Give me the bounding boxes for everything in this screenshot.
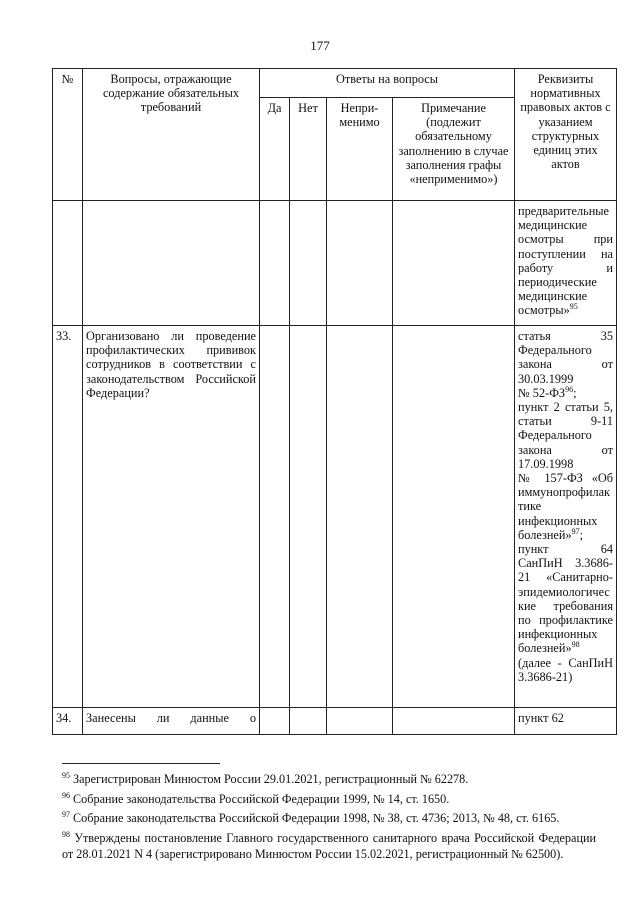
answer-yes-cell[interactable] (260, 201, 290, 326)
requirements-table (52, 68, 617, 735)
answer-note-cell[interactable] (393, 326, 515, 708)
table-row (53, 326, 617, 708)
header-requisites: Реквизиты нормативных правовых актов с указанием структурных единиц этих актов (515, 69, 617, 201)
footnote-95: $^{95}$ Зарегистрирован Минюстом России 29.01.2021, регистрационный № 62278. (62, 771, 469, 787)
answer-note-cell[interactable] (393, 708, 515, 735)
header-note: Примечание (подлежит обязательному заполнению в случае заполнения графы «неприменимо») (393, 98, 515, 201)
answer-note-cell[interactable] (393, 201, 515, 326)
footnote-97: $^{97}$ Собрание законодательства Российской Федерации 1998, № 38, ст. 4736; 2013, № 48, ст. 6165. (62, 810, 560, 826)
answer-na-cell[interactable] (327, 708, 393, 735)
answer-no-cell[interactable] (290, 201, 327, 326)
footnotes (62, 763, 596, 862)
footnote-98: $^{98}$ Утверждены постановление Главного государственного санитарного врача Российской Федерации от 28.01.2021 N 4 (зарегистрировано Минюстом России 15.02.2021, регистрационный № 62500). (62, 829, 597, 861)
answer-no-cell[interactable] (290, 326, 327, 708)
header-num: № (53, 69, 83, 201)
row-requisites: предварительные медицинские осмотры при поступлении на работу и периодические медицинские осмотры»$^{95}$ (515, 201, 617, 326)
row-num: 34. (53, 708, 83, 735)
footnote-96: $^{96}$ Собрание законодательства Российской Федерации 1999, № 14, ст. 1650. (62, 790, 450, 806)
row-requisites: статья 35 Федерального закона от 30.03.1999 № 52-ФЗ$^{96}$; пункт 2 статьи 5, статьи 9-11 Федерального закона от 17.09.1998 № 157-ФЗ «Об иммунопрофилак тике инфекционных болезней»$^{97}$; пункт 64 СанПиН 3.3686- 21 «Санитарно- эпидемиологичес кие требования по профилактике инфекционных болезней»$^{98}$ (далее - СанПиН 3.3686-21) (515, 326, 617, 708)
header-no: Нет (290, 98, 327, 201)
row-question: Организовано ли проведение профилактических прививок сотрудников в соответствии с законодательством Российской Федерации? (83, 326, 260, 708)
answer-na-cell[interactable] (327, 201, 393, 326)
footnote-divider (62, 763, 220, 764)
row-question (83, 201, 260, 326)
answer-no-cell[interactable] (290, 708, 327, 735)
header-yes: Да (260, 98, 290, 201)
footnote-ref-95: 95 (569, 302, 578, 312)
answer-na-cell[interactable] (327, 326, 393, 708)
row-num (53, 201, 83, 326)
table-row (53, 201, 617, 326)
row-question: Занесены ли данные о (83, 708, 260, 735)
header-question: Вопросы, отражающие содержание обязательных требований (83, 69, 260, 201)
row-num: 33. (53, 326, 83, 708)
row-requisites: пункт 62 (515, 708, 617, 735)
header-not-applicable: Непри-менимо (327, 98, 393, 201)
answer-yes-cell[interactable] (260, 326, 290, 708)
header-answers: Ответы на вопросы (260, 69, 515, 98)
page-number: 177 (310, 38, 330, 53)
table-row (53, 708, 617, 735)
answer-yes-cell[interactable] (260, 708, 290, 735)
table-header-row (53, 69, 617, 98)
